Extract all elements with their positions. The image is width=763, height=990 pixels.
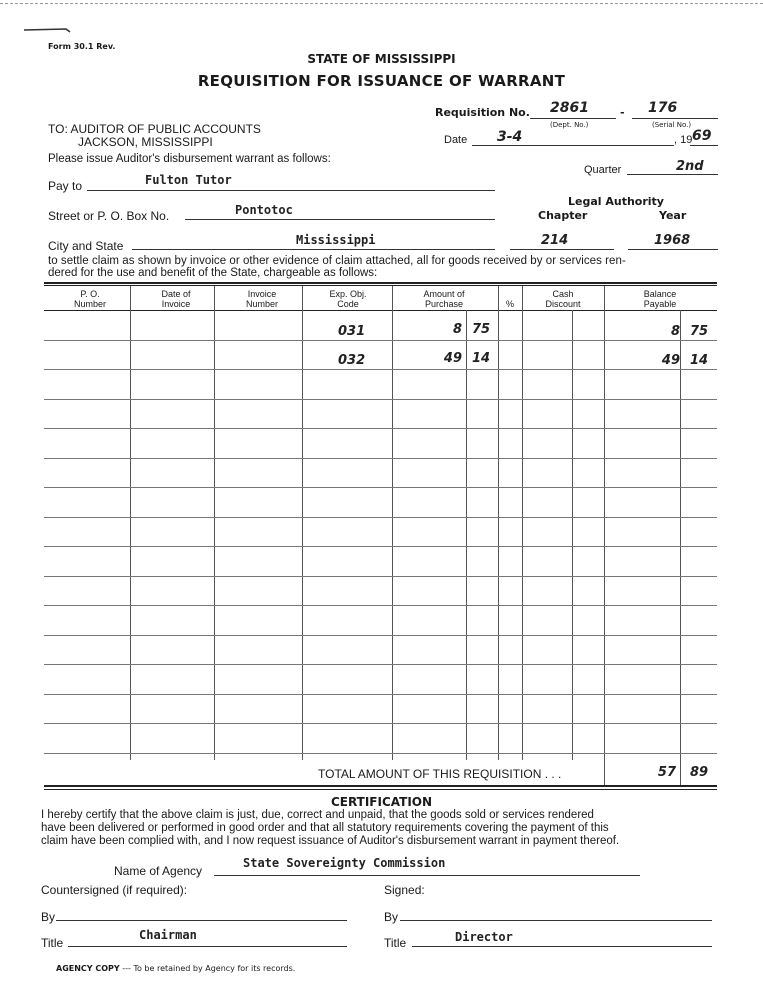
certification-line3: claim have been complied with, and I now request issuance of Auditor's disbursement warrant in payment thereof. [41,835,620,847]
serial-no-line [632,118,718,119]
chapter-value: 214 [541,233,569,248]
row1-balance-dollars: 8 [670,324,680,339]
total-cents: 89 [690,765,709,780]
header-exp-obj-code: Exp. Obj. Code [329,289,367,309]
instruction-text: Please issue Auditor's disbursement warrant as follows: [48,153,331,165]
right-title-line [412,946,712,947]
legal-authority-label: Legal Authority [568,195,664,208]
quarter-label: Quarter [584,164,622,176]
street-label: Street or P. O. Box No. [48,209,170,223]
header-po-number: P. O. Number [73,289,106,309]
settle-text-1: to settle claim as shown by invoice or other evidence of claim attached, all for goods received by or services ren- [48,255,626,267]
street-line [185,219,495,220]
row-divider [44,546,717,547]
legal-year-line [628,249,718,250]
right-by-line [400,920,712,921]
row1-exp-code: 031 [338,324,366,339]
row-divider [44,369,717,370]
city-line [132,249,495,250]
col-divider [498,310,499,760]
row-divider [44,723,717,724]
form-number: Form 30.1 Rev. [48,42,116,51]
certification-line1: I hereby certify that the above claim is just, due, correct and unpaid, that the goods sold or services rendered [41,809,594,821]
row1-amount-cents: 75 [472,322,491,337]
row-divider [44,576,717,577]
agency-label: Name of Agency [114,864,203,878]
header-col-divider [392,286,393,310]
total-bottom-rule-2 [44,789,717,790]
city-value: Mississippi [296,233,376,247]
left-by-label: By [41,910,56,924]
row-divider [44,487,717,488]
left-title-line [68,946,347,947]
left-title-value: Chairman [139,928,197,942]
row-divider [44,635,717,636]
total-label: TOTAL AMOUNT OF THIS REQUISITION . . . [318,767,562,781]
total-cents-divider [680,760,681,785]
header-amount-of-purchase: Amount of Purchase [423,289,465,309]
addressee-line1: TO: AUDITOR OF PUBLIC ACCOUNTS [48,122,261,136]
header-date-of-invoice: Date of Invoice [161,289,191,309]
certification-heading: CERTIFICATION [330,795,433,809]
chapter-line [510,249,614,250]
row-divider [44,517,717,518]
agency-copy-text: --- To be retained by Agency for its records. [122,964,296,973]
state-heading: STATE OF MISSISSIPPI [307,52,456,66]
header-balance-payable: Balance Payable [643,289,677,309]
col-divider [214,310,215,760]
row-divider [44,753,717,754]
header-col-divider [130,286,131,310]
row1-amount-dollars: 8 [452,322,462,337]
date-value: 3-4 [497,129,523,145]
dept-no-caption: (Dept. No.) [550,121,589,129]
street-value: Pontotoc [235,203,293,217]
requisition-label: Requisition No. [435,106,530,119]
legal-year-value: 1968 [654,233,691,248]
row2-balance-cents: 14 [690,353,709,368]
header-cash-discount: Cash Discount [545,289,581,309]
date-line [472,145,674,146]
row-divider [44,694,717,695]
row-divider [44,428,717,429]
row1-balance-cents: 75 [690,324,709,339]
settle-text-2: dered for the use and benefit of the State, chargeable as follows: [48,267,378,279]
year-prefix: , 19 [674,134,693,146]
agency-line [214,875,640,876]
chapter-label: Chapter [538,209,588,222]
signed-label: Signed: [384,883,425,897]
col-divider [466,310,467,760]
dept-no-line [530,118,616,119]
year-value: 69 [692,128,712,144]
header-col-divider [498,286,499,310]
countersigned-label: Countersigned (if required): [41,883,188,897]
row2-balance-dollars: 49 [661,353,680,368]
agency-value: State Sovereignty Commission [243,856,446,870]
col-divider [130,310,131,760]
page-title: REQUISITION FOR ISSUANCE OF WARRANT [197,72,566,90]
pen-mark-icon [22,24,72,34]
dept-no-value: 2861 [550,100,589,116]
right-title-label: Title [384,936,407,950]
serial-no-caption: (Serial No.) [652,121,692,129]
header-col-divider [302,286,303,310]
quarter-line [627,174,718,175]
pay-to-value: Fulton Tutor [145,173,232,187]
pay-to-line [87,190,495,191]
agency-copy-label: AGENCY COPY [56,964,120,973]
scan-edge [0,3,763,4]
row-divider [44,399,717,400]
header-invoice-number: Invoice Number [245,289,278,309]
table-top-rule [44,282,717,284]
city-label: City and State [48,239,124,253]
quarter-value: 2nd [676,159,704,174]
pay-to-label: Pay to [48,179,83,193]
col-divider [572,310,573,760]
header-col-divider [214,286,215,310]
total-bottom-rule [44,785,717,787]
col-divider [604,310,605,760]
dash-separator: - [620,106,625,119]
row2-amount-dollars: 49 [443,351,462,366]
serial-no-value: 176 [648,100,678,116]
header-bottom-rule [44,310,717,311]
row2-amount-cents: 14 [472,351,491,366]
row-divider [44,458,717,459]
row-divider [44,605,717,606]
right-title-value: Director [455,930,513,944]
certification-line2: have been delivered or performed in good order and that all statutory requirements covering the payment of this [41,822,609,834]
right-by-label: By [384,910,399,924]
addressee-line2: JACKSON, MISSISSIPPI [78,135,213,149]
footer [56,964,295,973]
header-col-divider [604,286,605,310]
header-col-divider [522,286,523,310]
left-title-label: Title [41,936,64,950]
table-top-rule-2 [44,285,717,286]
date-label: Date [444,134,468,146]
col-divider [522,310,523,760]
total-dollars: 57 [657,765,676,780]
total-col-divider [604,760,605,785]
legal-year-label: Year [659,209,687,222]
col-divider [302,310,303,760]
row2-exp-code: 032 [338,353,366,368]
row-divider [44,340,717,341]
col-divider [680,310,681,760]
col-divider [392,310,393,760]
header-percent: % [505,299,514,309]
row-divider [44,664,717,665]
left-by-line [56,920,347,921]
year-line [690,145,718,146]
